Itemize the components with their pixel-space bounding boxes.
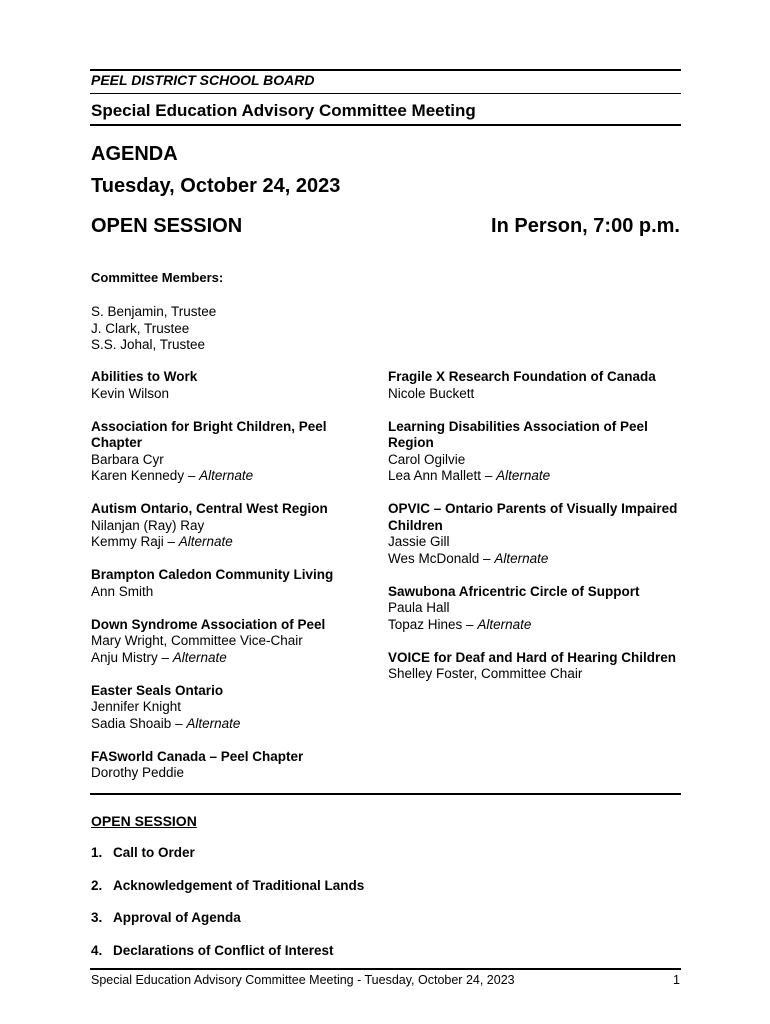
member-name: Karen Kennedy — [91, 468, 185, 483]
group-name: FASworld Canada – Peel Chapter — [91, 748, 304, 764]
group-name: Easter Seals Ontario — [91, 682, 224, 698]
committee-members-label: Committee Members: — [91, 270, 224, 285]
group-name: OPVIC – Ontario Parents of Visually Impaired Children — [388, 501, 678, 533]
group-name: Autism Ontario, Central West Region — [91, 501, 328, 516]
organization-name: PEEL DISTRICT SCHOOL BOARD — [91, 72, 315, 88]
member-group — [388, 650, 678, 683]
member-entry: Lea Ann Mallett – Alternate — [388, 468, 551, 483]
member-entry: Wes McDonald – Alternate — [388, 550, 549, 566]
member-role: Alternate — [172, 649, 227, 665]
group-name: VOICE for Deaf and Hard of Hearing Children — [388, 649, 677, 665]
member-name: Nicole Buckett — [388, 385, 475, 401]
footer-rule — [90, 968, 681, 970]
member-entry — [388, 386, 678, 403]
session-type: OPEN SESSION — [91, 215, 243, 237]
member-name: Jennifer Knight — [91, 699, 182, 714]
member-entry: Topaz Hines – Alternate — [388, 616, 532, 632]
section-divider — [90, 793, 681, 795]
agenda-item-title: Approval of Agenda — [113, 910, 241, 926]
member-name: Kevin Wilson — [91, 385, 170, 401]
agenda-item-number: 1. — [91, 845, 103, 860]
member-name: Shelley Foster, Committee Chair — [388, 666, 583, 681]
member-groups-right-column — [388, 369, 678, 699]
group-name: Learning Disabilities Association of Peel Region — [388, 418, 648, 450]
group-name: Fragile X Research Foundation of Canada — [388, 369, 656, 384]
agenda-title: AGENDA — [91, 143, 178, 165]
group-name: Abilities to Work — [91, 369, 198, 384]
agenda-item-title: Acknowledgement of Traditional Lands — [113, 877, 365, 893]
open-session-heading: OPEN SESSION — [91, 813, 197, 829]
member-name: Carol Ogilvie — [388, 451, 466, 467]
agenda-item-number: 3. — [91, 910, 103, 926]
member-name: Anju Mistry — [91, 649, 158, 665]
agenda-item-title: Declarations of Conflict of Interest — [113, 943, 334, 959]
member-entry — [388, 666, 678, 683]
member-name: Topaz Hines — [388, 616, 463, 632]
member-name: Nilanjan (Ray) Ray — [91, 517, 205, 533]
agenda-item — [91, 943, 334, 958]
member-entry — [91, 633, 381, 650]
member-name: Lea Ann Mallett — [388, 468, 482, 483]
agenda-item-number: 2. — [91, 877, 103, 893]
member-name: Sadia Shoaib — [91, 715, 172, 731]
member-entry — [388, 534, 678, 551]
location-time: In Person, 7:00 p.m. — [491, 215, 680, 237]
header-divider — [90, 93, 681, 94]
member-role: Alternate — [178, 534, 233, 549]
member-entry — [388, 452, 678, 469]
member-role: Alternate — [186, 715, 241, 731]
group-name: Association for Bright Children, Peel Chapter — [91, 418, 327, 450]
member-role: Alternate — [496, 468, 551, 483]
member-role: Alternate — [199, 468, 254, 483]
member-group — [388, 501, 678, 567]
header-bottom-rule — [90, 124, 681, 126]
member-group — [91, 683, 381, 733]
member-entry: Anju Mistry – Alternate — [91, 649, 227, 665]
meeting-date: Tuesday, October 24, 2023 — [91, 175, 341, 197]
member-name: Kemmy Raji — [91, 534, 164, 549]
member-entry — [91, 518, 381, 535]
member-name: Paula Hall — [388, 600, 450, 615]
meeting-title: Special Education Advisory Committee Meeting — [91, 101, 476, 120]
group-name: Sawubona Africentric Circle of Support — [388, 583, 640, 599]
agenda-item — [91, 845, 195, 860]
member-name: Dorothy Peddie — [91, 765, 185, 780]
member-groups-left-column — [91, 369, 381, 798]
member-name: Barbara Cyr — [91, 451, 164, 467]
member-name: Ann Smith — [91, 583, 154, 599]
member-entry: Karen Kennedy – Alternate — [91, 468, 254, 483]
agenda-item-number: 4. — [91, 943, 103, 959]
footer-text: Special Education Advisory Committee Meeting - Tuesday, October 24, 2023 — [91, 973, 515, 987]
member-entry — [91, 584, 381, 601]
agenda-item-title: Call to Order — [113, 845, 195, 860]
member-entry: Kemmy Raji – Alternate — [91, 534, 233, 549]
member-entry — [91, 765, 381, 782]
member-entry — [91, 699, 381, 716]
member-group — [388, 584, 678, 634]
trustee-entry: S.S. Johal, Trustee — [91, 337, 206, 352]
trustee-list — [91, 304, 216, 354]
member-group — [91, 419, 381, 485]
trustee-entry: S. Benjamin, Trustee — [91, 304, 217, 319]
member-name: Jassie Gill — [388, 534, 450, 549]
member-group — [91, 369, 381, 402]
group-name: Brampton Caledon Community Living — [91, 567, 334, 582]
member-group — [388, 369, 678, 402]
trustee-entry: J. Clark, Trustee — [91, 320, 190, 336]
member-role: Alternate — [477, 616, 532, 632]
member-group — [91, 501, 381, 551]
member-group — [91, 567, 381, 600]
member-entry — [388, 600, 678, 617]
agenda-item — [91, 878, 364, 893]
group-name: Down Syndrome Association of Peel — [91, 616, 326, 632]
member-role: Alternate — [494, 550, 549, 566]
member-group — [388, 419, 678, 485]
member-name: Wes McDonald — [388, 550, 480, 566]
member-entry: Sadia Shoaib – Alternate — [91, 715, 241, 731]
member-group — [91, 749, 381, 782]
member-name: Mary Wright, Committee Vice-Chair — [91, 633, 303, 648]
agenda-item — [91, 910, 241, 925]
top-rule — [90, 69, 681, 71]
member-entry — [91, 452, 381, 469]
page-number: 1 — [673, 973, 680, 987]
member-group — [91, 617, 381, 667]
member-entry — [91, 386, 381, 403]
